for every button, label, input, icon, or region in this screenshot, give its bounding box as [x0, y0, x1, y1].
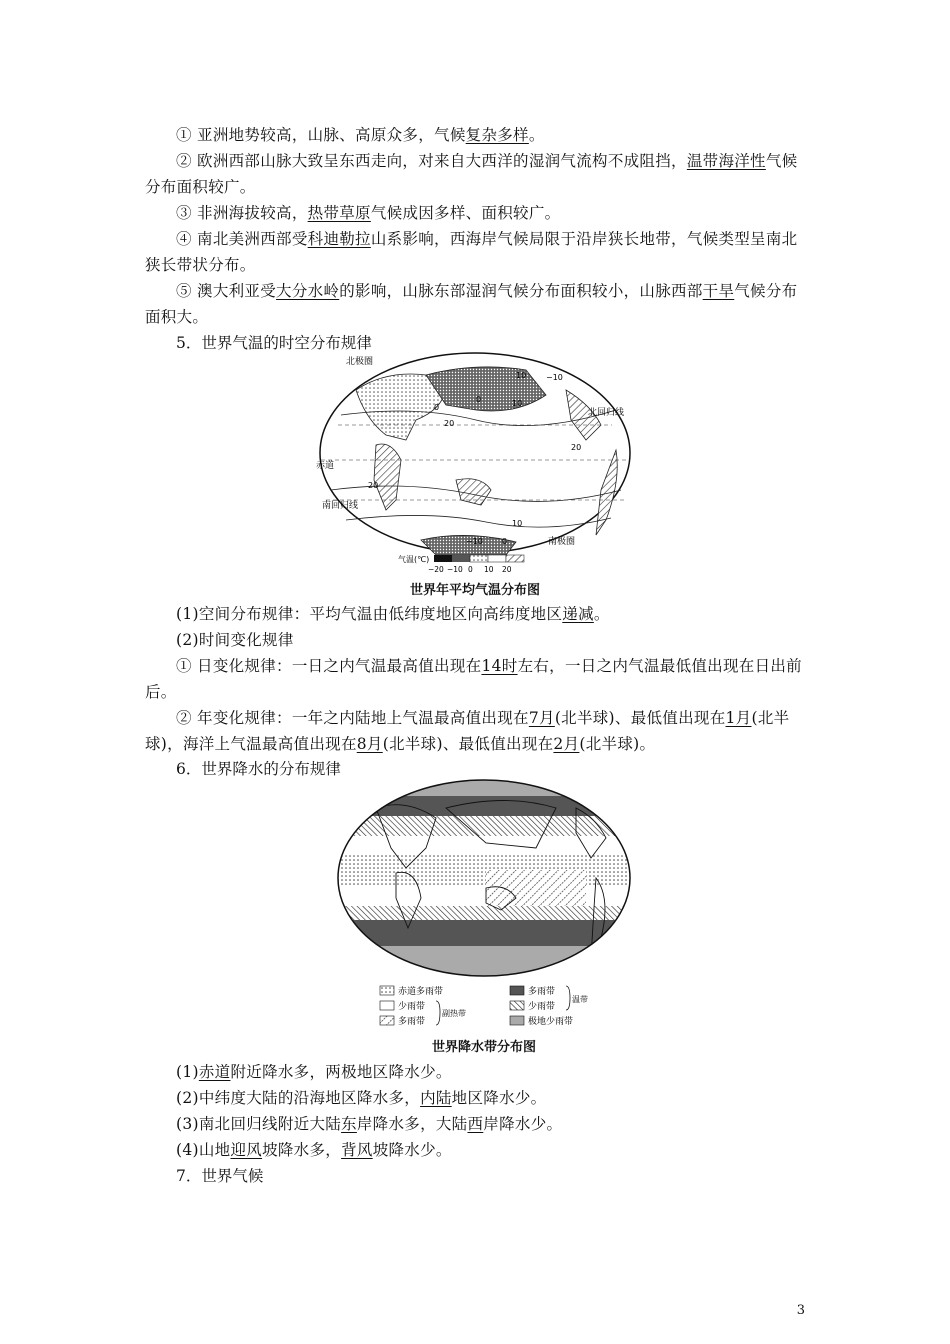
item-australia: ⑤ 澳大利亚受大分水岭的影响，山脉东部湿润气候分布面积较小，山脉西部干旱气候分布面积大。 [145, 282, 798, 326]
legend-subtropical: 副热带 [442, 1009, 466, 1018]
temperature-map-caption: 世界年平均气温分布图 [409, 583, 540, 598]
equator-label: 赤道 [316, 461, 335, 471]
section6-item-3: (3)南北回归线附近大陆东岸降水多，大陆西岸降水少。 [176, 1115, 563, 1133]
isotherm-label: 10 [516, 371, 527, 380]
item-asia: ① 亚洲地势较高，山脉、高原众多，气候复杂多样。 [176, 126, 545, 144]
legend-temp-dry: 少雨带 [528, 1002, 556, 1012]
section6-item-4: (4)山地迎风坡降水多，背风坡降水少。 [176, 1141, 452, 1159]
section5-p4: ② 年变化规律：一年之内陆地上气温最高值出现在7月(北半球)、最低值出现在1月(北半球)，海洋上气温最高值出现在8月(北半球)、最低值出现在2月(北半球)。 [145, 709, 790, 753]
legend-sub-dry: 少雨带 [398, 1002, 426, 1012]
isotherm-label: −10 [466, 537, 483, 546]
isotherm-label: 20 [444, 419, 455, 428]
item-europe: ② 欧洲西部山脉大致呈东西走向，对来自大西洋的湿润气流构不成阻挡，温带海洋性气候分布面积较广。 [145, 152, 798, 196]
legend-eq: 赤道多雨带 [398, 987, 444, 997]
temperature-map-svg [316, 350, 634, 575]
isotherm-label: −10 [546, 373, 563, 382]
legend-sub-wet: 多雨带 [398, 1017, 426, 1027]
tropic-n-label: 北回归线 [588, 408, 625, 418]
section5-heading: 5．世界气温的时空分布规律 [176, 334, 372, 352]
tropic-s-label: 南回归线 [322, 501, 359, 511]
legend-temp-wet: 多雨带 [528, 987, 556, 997]
item-africa: ③ 非洲海拔较高，热带草原气候成因多样、面积较广。 [176, 204, 561, 222]
isotherm-label: 10 [512, 519, 523, 528]
antarctic-label: 南极圈 [548, 537, 576, 547]
isotherm-label: 0 [502, 537, 508, 546]
isotherm-label: 0 [434, 403, 440, 412]
svg-text:−20: −20 [428, 565, 444, 574]
item-americas: ④ 南北美洲西部受科迪勒拉山系影响，西海岸气候局限于沿岸狭长地带，气候类型呈南北狭长带状分布。 [145, 230, 798, 274]
section6-item-2: (2)中纬度大陆的沿海地区降水多，内陆地区降水少。 [176, 1089, 547, 1107]
temperature-map [316, 350, 634, 575]
precipitation-map [336, 778, 632, 1032]
section7-heading: 7．世界气候 [176, 1167, 264, 1185]
svg-text:20: 20 [502, 565, 512, 574]
precipitation-map-svg [336, 778, 632, 1032]
precipitation-map-caption: 世界降水带分布图 [431, 1040, 536, 1055]
legend-temperate: 温带 [572, 995, 588, 1004]
legend-title: 气温(℃) [398, 555, 430, 564]
isotherm-label: 0 [476, 395, 482, 404]
isotherm-label: 20 [368, 481, 379, 490]
section5-p2: (2)时间变化规律 [176, 631, 294, 649]
section6-item-1: (1)赤道附近降水多，两极地区降水少。 [176, 1063, 452, 1081]
arctic-label: 北极圈 [346, 357, 374, 367]
svg-text:0: 0 [468, 565, 473, 574]
section5-p1: (1)空间分布规律：平均气温由低纬度地区向高纬度地区递减。 [176, 605, 610, 623]
isotherm-label: 10 [512, 399, 523, 408]
section5-p3: ① 日变化规律：一日之内气温最高值出现在14时左右，一日之内气温最低值出现在日出前后。 [145, 657, 802, 701]
svg-text:−10: −10 [447, 565, 463, 574]
isotherm-label: 20 [571, 443, 582, 452]
svg-text:10: 10 [484, 565, 494, 574]
page-number: 3 [796, 1303, 805, 1318]
section6-heading: 6．世界降水的分布规律 [176, 760, 341, 778]
legend-polar: 极地少雨带 [528, 1017, 574, 1027]
